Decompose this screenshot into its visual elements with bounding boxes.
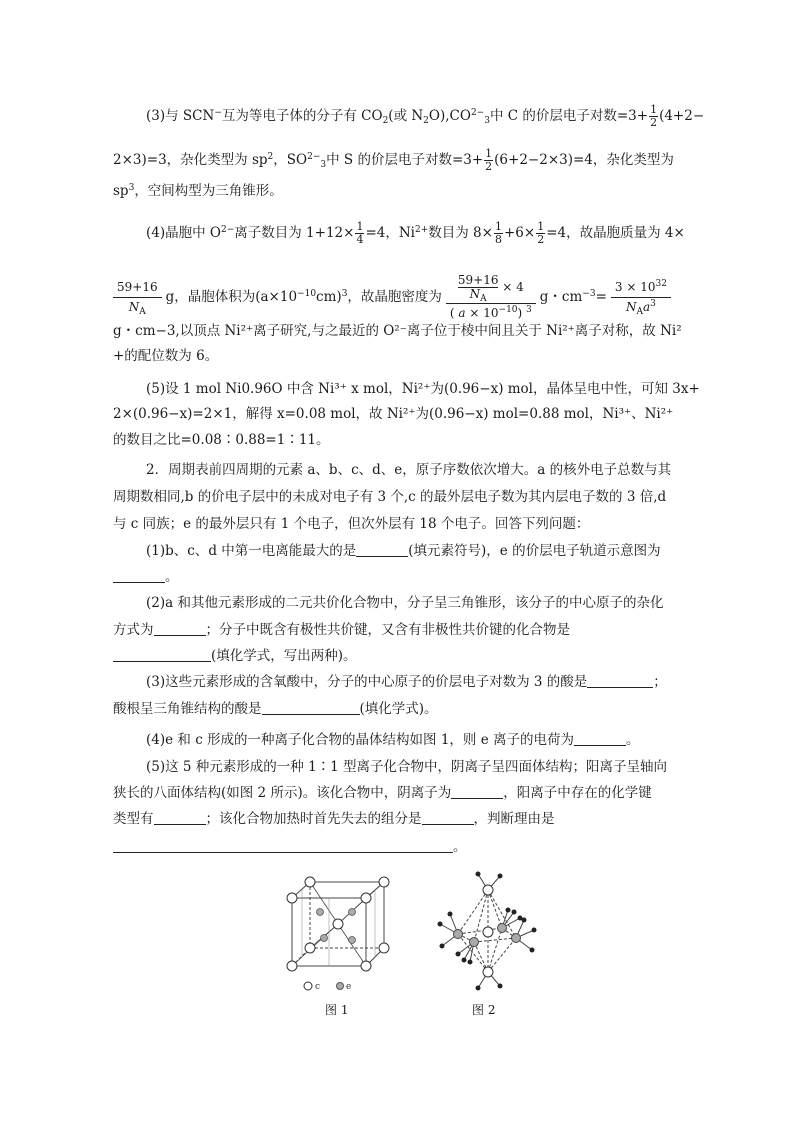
q2-sub3-line2: 酸根呈三角锥结构的酸是 (填化学式)。 (113, 701, 438, 717)
fraction-quarter: $\frac{1}{4}$ (356, 220, 364, 246)
answer-blank[interactable] (356, 542, 408, 557)
q2-sub5-line1: (5)这 5 种元素形成的一种 1∶1 型离子化合物中，阴离子呈四面体结构；阳离子呈轴向 (146, 759, 668, 775)
answer-blank[interactable] (154, 621, 206, 636)
figure1-crystal-cell (280, 868, 400, 996)
q2-sub4: (4)e 和 c 形成的一种离子化合物的晶体结构如图 1，则 e 离子的电荷为 。 (146, 732, 640, 748)
q2-sub3-line1: (3)这些元素形成的含氧酸中，分子的中心原子的价层电子对数为 3 的酸是 ； (146, 674, 667, 690)
q2-sub2-line2: 方式为 ；分子中既含有极性共价键，又含有非极性共价键的化合物是 (113, 622, 570, 638)
para5-line2: 2×(0.96−x)=2×1，解得 x=0.08 mol，故 Ni²⁺为(0.96−x) mol=0.88 mol，Ni³⁺、Ni²⁺ (113, 406, 674, 422)
q2-sub1-line1: (1)b、c、d 中第一电离能最大的是 (填元素符号)，e 的价层电子轨道示意图为 (146, 543, 661, 559)
q2-sub1-line2: 。 (113, 568, 179, 586)
para3-line3: $sp^3$，空间构型为三角锥形。 (113, 183, 283, 199)
answer-blank[interactable] (574, 731, 626, 746)
figure2-caption: 图 2 (472, 1003, 496, 1017)
figure2-octahedral-structure (428, 868, 548, 996)
para3-line1: (3)与 SCN−互为等电子体的分子有 $CO_2$(或 $N_2O),CO^{2-}_3$中 C 的价层电子对数=3+ $\frac{1}{2}$ (4+2− (146, 103, 705, 129)
figure1-caption: 图 1 (325, 1003, 349, 1017)
q2-line1: 2．周期表前四周期的元素 a、b、c、d、e，原子序数依次增大。a 的核外电子总数与其 (146, 462, 672, 478)
q2-line3: 与 c 同族；e 的最外层只有 1 个电子，但次外层有 18 个电子。回答下列问题： (113, 516, 590, 532)
answer-blank[interactable] (451, 784, 503, 799)
para4-line1: (4)晶胞中 $O^{2-}$离子数目为 1+12× $\frac{1}{4}$ =4，$Ni^{2+}$数目为 8× $\frac{1}{8}$ +6× $\frac{1}{2}$ =4，故晶胞质量为 4× (146, 220, 685, 246)
q2-sub5-line2: 狭长的八面体结构(如图 2 所示)。该化合物中，阴离子为 ，阳离子中存在的化学键 (113, 785, 652, 801)
answer-blank[interactable] (113, 568, 165, 583)
fraction-half: $\frac{1}{2}$ (485, 147, 493, 173)
legend-e-label: e (346, 982, 352, 992)
para4-line4: +的配位数为 6。 (113, 348, 219, 364)
answer-blank[interactable] (587, 673, 653, 688)
fraction-eighth: $\frac{1}{8}$ (494, 220, 502, 246)
fraction-half: $\frac{1}{2}$ (650, 103, 658, 129)
density-fraction: $\frac{59+16}{N_A}$ × 4 ( $a \times 10^{-10}$) $^3$ (446, 274, 536, 321)
q2-line2: 周期数相同,b 的价电子层中的未成对电子有 3 个,c 的最外层电子数为其内层电子数的 3 倍,d (113, 489, 667, 505)
para5-line1: (5)设 1 mol Ni0.96O 中含 Ni³⁺ x mol，Ni²⁺为(0.96−x) mol，晶体呈电中性，可知 3x+ (146, 381, 700, 397)
q2-sub5-line3: 类型有 ；该化合物加热时首先失去的组分是 ，判断理由是 (113, 811, 555, 827)
para4-line3: g・cm−3,以顶点 Ni²⁺离子研究,与之最近的 O²⁻离子位于棱中间且关于 Ni²⁺离子对称，故 Ni² (113, 323, 682, 339)
fraction-half: $\frac{1}{2}$ (537, 220, 545, 246)
answer-blank[interactable] (262, 700, 360, 715)
legend-c-label: c (315, 982, 321, 992)
para4-line2: $\frac{59+16}{N_A}$ g，晶胞体积为$(a\times 10^{-10}cm)^3$，故晶胞密度为 $\frac{59+16}{N_A}$ × 4 ( $a \times 10^{-10}$) $^3$ g・$cm^{-3}=$ $\frac{3 \times 10^{32}}{N_Aa^3}$ (113, 274, 671, 321)
answer-blank[interactable] (113, 647, 211, 662)
q2-sub5-line4: 。 (113, 838, 467, 856)
para5-line3: 的数目之比=0.08∶0.88=1∶11。 (113, 432, 330, 448)
mass-fraction: $\frac{59+16}{N_A}$ (113, 280, 162, 315)
answer-blank[interactable] (422, 810, 474, 825)
answer-blank[interactable] (154, 810, 206, 825)
para3-line2: 2×3)=3，杂化类型为 $sp^2$，$SO^{2-}_3$中 S 的价层电子对数=3+ $\frac{1}{2}$ (6+2−2×3)=4，杂化类型为 (113, 147, 674, 173)
q2-sub2-line1: (2)a 和其他元素形成的二元共价化合物中，分子呈三角锥形，该分子的中心原子的杂化 (146, 595, 664, 611)
q2-sub2-line3: (填化学式，写出两种)。 (113, 647, 357, 665)
answer-blank[interactable] (113, 838, 453, 853)
density-result-fraction: $\frac{3 \times 10^{32}}{N_Aa^3}$ (611, 280, 671, 315)
